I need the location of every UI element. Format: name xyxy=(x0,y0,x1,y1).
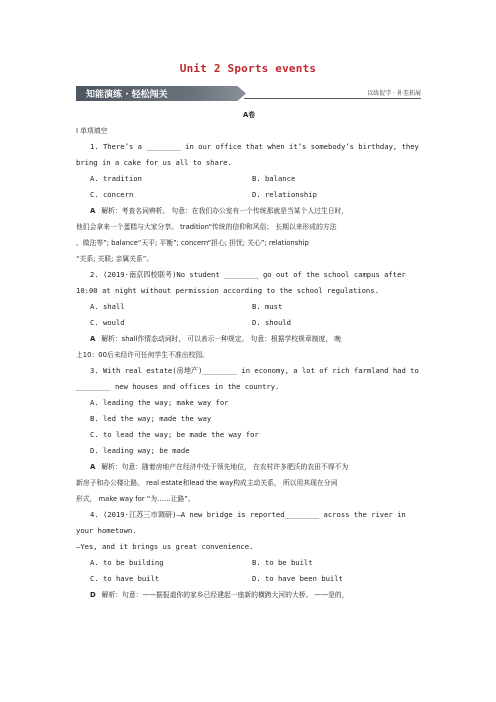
q1-line2: bring in a cake for us all to share. xyxy=(76,158,232,167)
q4-option-a: A. to be building xyxy=(90,558,164,567)
q2-line1: 2. (2019·南京四校联考)No student ________ go out of the school campus after xyxy=(90,270,406,279)
q2-option-a: A. shall xyxy=(90,302,125,311)
q3-explain-1: A 解析：句意：随着房地产在经济中处于领先地位， 在农村许多肥沃的农田不得不为 xyxy=(76,459,422,475)
q3-answer: A xyxy=(90,463,96,471)
q4-explain-1: D 解析：句意：——据报道你的家乡已经建起一座新的横跨大河的大桥。 ——是的， xyxy=(76,587,422,603)
part-heading: Ⅰ 单项填空 xyxy=(76,127,108,135)
q1-option-d: D. relationship xyxy=(252,190,317,199)
q3-line2: ________ new houses and offices in the country. xyxy=(76,382,280,391)
q2-explain-2: 上10：00后未经许可任何学生不准出校园。 xyxy=(76,351,209,359)
q2-line2: 10:00 at night without permission according to the school regulations. xyxy=(76,286,379,295)
q3-option-d: D. leading way; be made xyxy=(90,446,190,455)
q1-option-b: B. balance xyxy=(252,174,296,183)
q1-explain-4: “关系; 关联; 亲属关系”。 xyxy=(76,255,154,263)
exercise-content xyxy=(76,107,422,603)
q1-explain-1: A 解析：考查名词辨析。 句意：在我们办公室有一个传统那就是当某个人过生日时， xyxy=(76,203,422,219)
q4-line2: your hometown. xyxy=(76,526,137,535)
q2-option-b: B. must xyxy=(252,302,283,311)
q4-answer: D xyxy=(90,591,96,599)
q2-option-d: D. should xyxy=(252,318,291,327)
q1-options-cd xyxy=(76,187,422,203)
q2-answer: A xyxy=(90,335,96,343)
q1-explain-3: 、做法等”; balance“天平; 平衡”; concern“担心; 担忧; 关心”; relationship xyxy=(76,239,309,247)
q2-option-c: C. would xyxy=(90,318,125,327)
q4-options-cd xyxy=(76,571,422,587)
q2-options-cd xyxy=(76,315,422,331)
q2-options-ab xyxy=(76,299,422,315)
banner-text: 知能演练 · 轻松闯关 xyxy=(86,90,168,100)
banner-divider xyxy=(244,98,421,99)
q3-option-a: A. leading the way; make way for xyxy=(90,398,229,407)
q3-line1: 3. With real estate(房地产)________ in economy, a lot of rich farmland had to xyxy=(90,366,419,375)
q3-explain-3: 形式， make way for “为……让路”。 xyxy=(76,495,195,503)
banner-tag: 以练促学 · 补差拓展 xyxy=(367,90,421,97)
q1-answer: A xyxy=(90,207,96,215)
q3-option-c: C. to lead the way; be made the way for xyxy=(90,430,259,439)
q1-options-ab xyxy=(76,171,422,187)
q4-line3: —Yes, and it brings us great convenience. xyxy=(76,542,254,551)
page-title: Unit 2 Sports events xyxy=(179,62,317,75)
q4-options-ab xyxy=(76,555,422,571)
section-banner xyxy=(76,86,421,101)
q4-option-b: B. to be built xyxy=(252,558,313,567)
section-label: A卷 xyxy=(242,111,256,119)
q1-explain-2: 他们会拿来一个蛋糕与大家分享。 tradition“传统的信仰和风俗； 长期以来形成的方法 xyxy=(76,223,337,231)
q4-option-d: D. to have been built xyxy=(252,574,343,583)
q4-option-c: C. to have built xyxy=(90,574,160,583)
q3-explain-2: 新房子和办公楼让路。 real estate和lead the way构成主动关系， 所以用其现在分词 xyxy=(76,479,338,487)
q4-line1: 4. (2019·江苏三市调研)—A new bridge is reported________ across the river in xyxy=(90,510,406,519)
q1-line1: 1. There’s a ________ in our office that when it’s somebody’s birthday, they xyxy=(90,142,419,151)
q2-explain-1: A 解析：shall作情态动词时， 可以表示一种规定。 句意：根据学校规章制度， 晚 xyxy=(76,331,422,347)
q1-option-c: C. concern xyxy=(90,190,134,199)
q1-option-a: A. tradition xyxy=(90,174,142,183)
q3-option-b: B. led the way; made the way xyxy=(90,414,212,423)
